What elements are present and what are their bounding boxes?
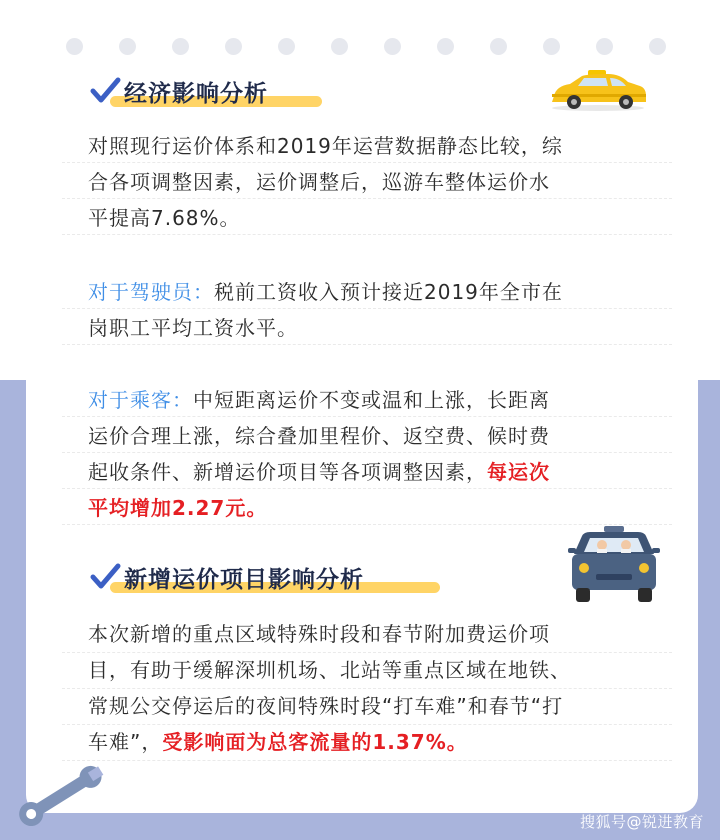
watermark: 搜狐号@锐进教育 [579,813,704,831]
binder-dots [66,38,666,58]
highlight-text: 平均增加2.27元。 [88,496,268,520]
binder-dot [225,38,242,55]
check-icon [88,74,122,108]
paragraph-line: 平提高7.68%。 [88,206,241,230]
paragraph-line [88,724,643,760]
paragraph-line [88,382,643,418]
label-drivers: 对于驾驶员： [88,280,214,304]
binder-dot [543,38,560,55]
paragraph-line: 常规公交停运后的夜间特殊时段“打车难”和春节“打 [88,694,564,718]
section-heading-economic [88,74,328,108]
binder-dot [490,38,507,55]
paragraph-line [88,274,643,310]
paragraph-line: 岗职工平均工资水平。 [88,316,298,340]
wrench-icon [12,764,108,828]
paragraph-overall [88,128,643,236]
binder-dot [437,38,454,55]
paragraph-line [88,454,643,490]
highlight-text: 每运次 [487,460,550,484]
section-heading-new-items [88,560,448,594]
binder-dot [278,38,295,55]
paragraph-text: 税前工资收入预计接近2019年全市在 [214,280,563,304]
car-with-passengers-icon [566,524,662,606]
paragraph-passengers [88,382,643,526]
paragraph-new-items [88,616,643,760]
paragraph-text: 车难”， [88,730,163,754]
paragraph-line: 合各项调整因素，运价调整后，巡游车整体运价水 [88,170,550,194]
binder-dot [384,38,401,55]
binder-dot [331,38,348,55]
section-heading-text: 新增运价项目影响分析 [124,567,364,593]
binder-dot [649,38,666,55]
check-icon [88,560,122,594]
binder-dot [66,38,83,55]
section-heading-text: 经济影响分析 [124,81,268,107]
binder-dot [596,38,613,55]
paragraph-text: 中短距离运价不变或温和上涨，长距离 [193,388,550,412]
label-passengers: 对于乘客： [88,388,193,412]
paragraph-text: 起收条件、新增运价项目等各项调整因素， [88,460,487,484]
binder-dot [119,38,136,55]
paragraph-line: 目，有助于缓解深圳机场、北站等重点区域在地铁、 [88,658,571,682]
taxi-icon [548,66,648,112]
binder-dot [172,38,189,55]
paragraph-line: 运价合理上涨，综合叠加里程价、返空费、候时费 [88,424,550,448]
paragraph-line: 对照现行运价体系和2019年运营数据静态比较，综 [88,134,563,158]
paragraph-drivers [88,274,643,346]
paragraph-line: 本次新增的重点区域特殊时段和春节附加费运价项 [88,622,550,646]
highlight-text: 受影响面为总客流量的1.37%。 [162,730,468,754]
